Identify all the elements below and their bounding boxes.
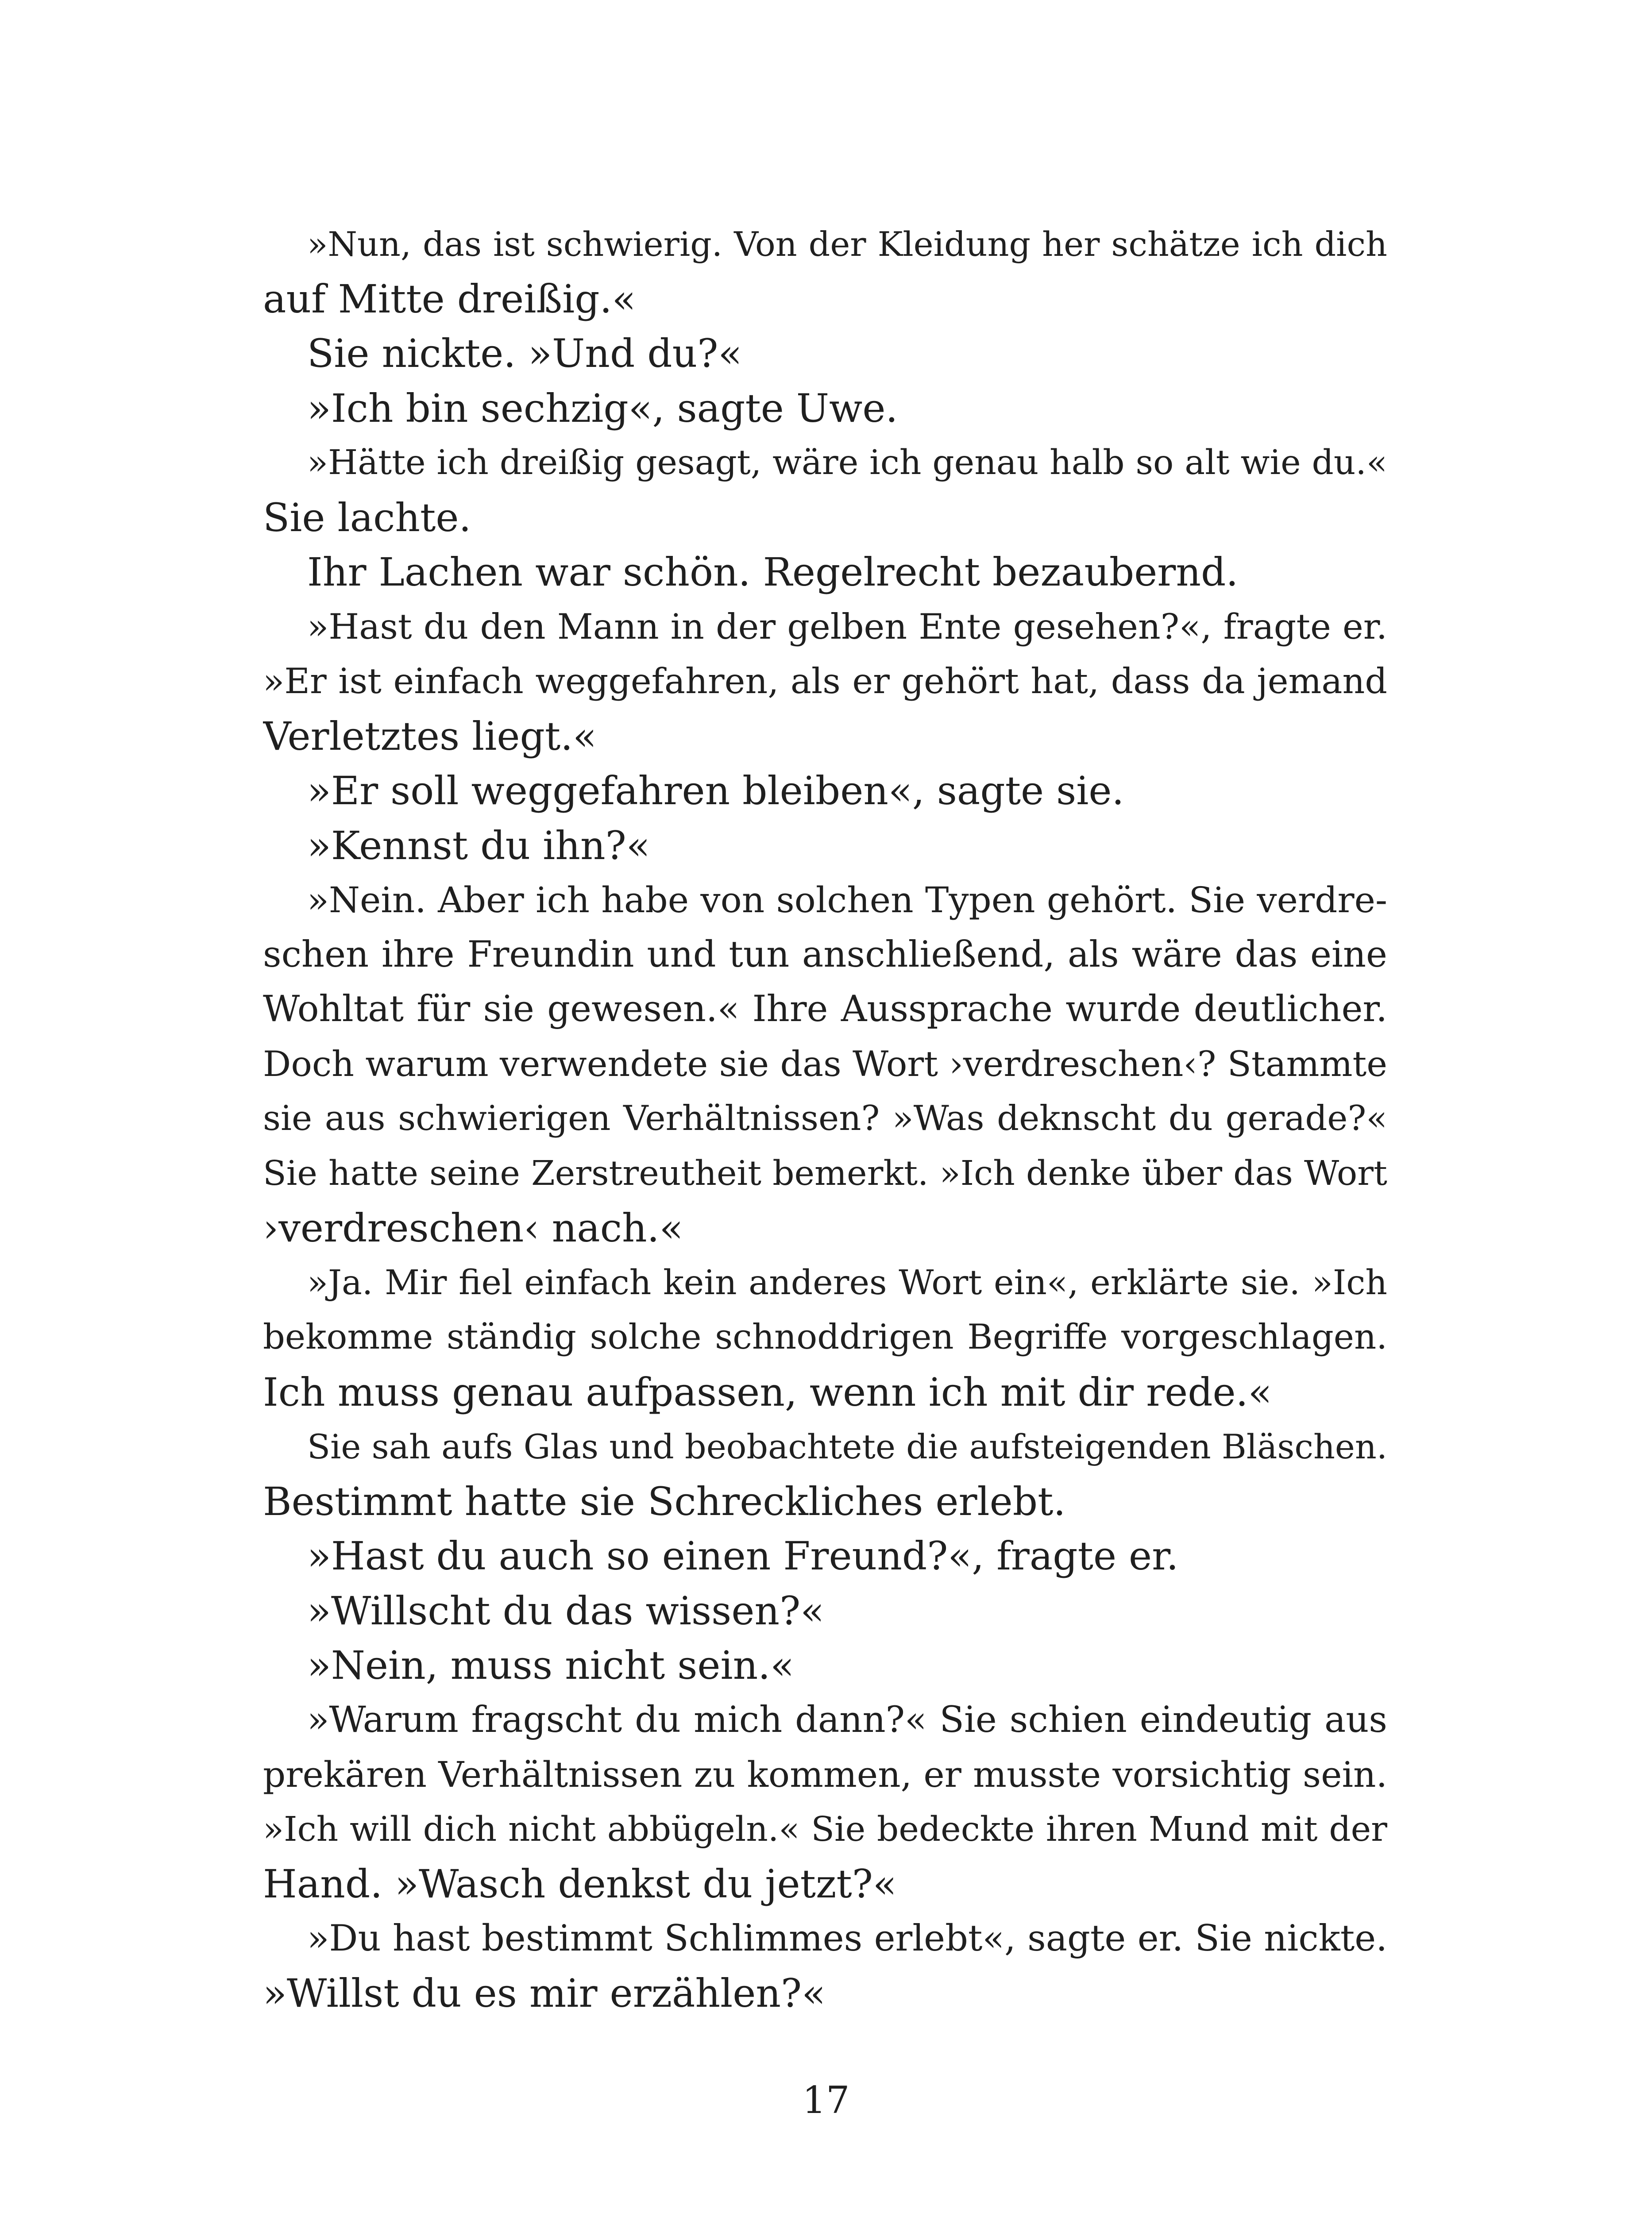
text-line: »Kennst du ihn?« <box>307 822 650 868</box>
text-line: Hand. »Wasch denkst du jetzt?« <box>263 1861 897 1907</box>
text-line: Wohltat für sie gewesen.« Ihre Aussprache wurde deutlicher. <box>263 988 1387 1030</box>
text-line: Verletztes liegt.« <box>263 713 597 759</box>
text-line: Ich muss genau aufpassen, wenn ich mit dir rede.« <box>263 1369 1272 1415</box>
text-line: ›verdreschen‹ nach.« <box>263 1205 683 1251</box>
text-line: »Hätte ich dreißig gesagt, wäre ich genau halb so alt wie du.« <box>307 443 1387 482</box>
text-line: Ihr Lachen war schön. Regelrecht bezaubernd. <box>307 549 1239 595</box>
text-line: »Ja. Mir fiel einfach kein anderes Wort ein«, erklärte sie. »Ich <box>307 1263 1387 1303</box>
text-line: »Nun, das ist schwierig. Von der Kleidung her schätze ich dich <box>307 224 1387 264</box>
text-line: »Er soll weggefahren bleiben«, sagte sie. <box>307 768 1124 813</box>
text-line: »Nein. Aber ich habe von solchen Typen gehört. Sie verdre- <box>307 879 1387 921</box>
text-line: Sie nickte. »Und du?« <box>307 331 742 376</box>
text-line: sie aus schwierigen Verhältnissen? »Was deknscht du gerade?« <box>263 1099 1387 1138</box>
text-line: schen ihre Freundin und tun anschließend, als wäre das eine <box>263 933 1387 975</box>
text-line: »Du hast bestimmt Schlimmes erlebt«, sagte er. Sie nickte. <box>307 1917 1387 1959</box>
text-line: prekären Verhältnissen zu kommen, er musste vorsichtig sein. <box>263 1754 1387 1795</box>
text-line: »Willst du es mir erzählen?« <box>263 1970 826 2016</box>
text-line: Doch warum verwendete sie das Wort ›verdreschen‹? Stammte <box>263 1043 1387 1084</box>
text-line: »Nein, muss nicht sein.« <box>307 1642 795 1688</box>
text-line: »Hast du auch so einen Freund?«, fragte er. <box>307 1533 1179 1579</box>
text-line: auf Mitte dreißig.« <box>263 276 636 322</box>
text-line: »Er ist einfach weggefahren, als er gehört hat, dass da jemand <box>263 661 1387 702</box>
body-text <box>263 217 1387 2021</box>
text-line: »Ich bin sechzig«, sagte Uwe. <box>307 385 898 431</box>
text-line: Sie lachte. <box>263 494 471 540</box>
text-line: Bestimmt hatte sie Schreckliches erlebt. <box>263 1478 1066 1524</box>
text-line: Sie sah aufs Glas und beobachtete die aufsteigenden Bläschen. <box>307 1427 1387 1466</box>
text-line: bekomme ständig solche schnoddrigen Begriffe vorgeschlagen. <box>263 1317 1387 1357</box>
text-line: Sie hatte seine Zerstreutheit bemerkt. »Ich denke über das Wort <box>263 1153 1387 1193</box>
text-line: »Ich will dich nicht abbügeln.« Sie bedeckte ihren Mund mit der <box>263 1809 1387 1849</box>
text-line: »Hast du den Mann in der gelben Ente gesehen?«, fragte er. <box>307 606 1387 647</box>
text-line: »Warum fragscht du mich dann?« Sie schien eindeutig aus <box>307 1699 1387 1741</box>
page-number: 17 <box>802 2078 850 2122</box>
text-line: »Willscht du das wissen?« <box>307 1588 825 1634</box>
